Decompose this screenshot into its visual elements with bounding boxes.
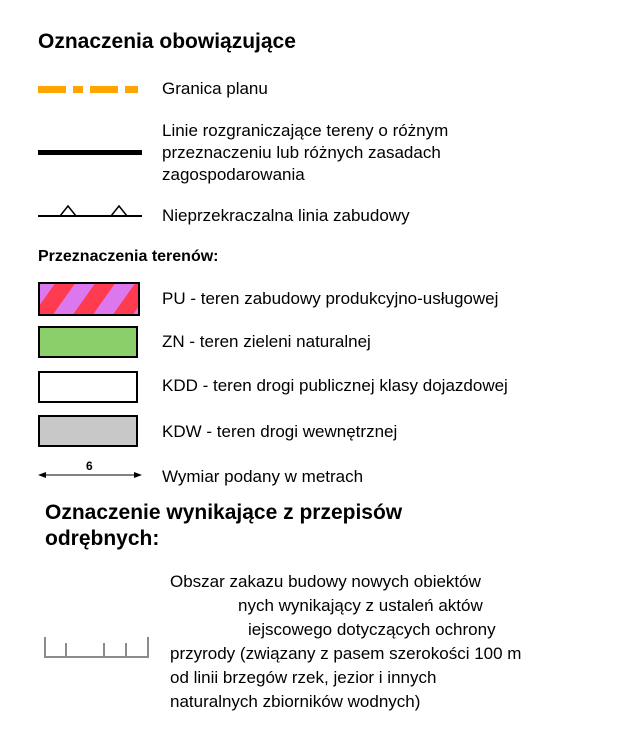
building-line-symbol [38, 204, 142, 218]
pu-zone-swatch [38, 282, 140, 316]
kdd-zone-label: KDD - teren drogi publicznej klasy dojazdowej [162, 376, 508, 395]
building-line-label: Nieprzekraczalna linia zabudowy [162, 206, 410, 225]
zones-title: Przeznaczenia terenów: [38, 248, 219, 265]
pu-zone-label: PU - teren zabudowy produkcyjno-usługowej [162, 289, 499, 308]
ban-zone-line-1: Obszar zakazu budowy nowych obiektów [170, 572, 481, 591]
plan-boundary-symbol [38, 86, 140, 94]
plan-boundary-label: Granica planu [162, 79, 268, 98]
ban-zone-line-5: od linii brzegów rzek, jezior i innych [170, 668, 437, 687]
zn-zone-swatch [38, 326, 138, 358]
kdw-zone-swatch [38, 415, 138, 447]
zn-zone-label: ZN - teren zieleni naturalnej [162, 332, 371, 351]
dimension-value: 6 [86, 459, 93, 473]
separate-title [45, 500, 402, 552]
dimension-label: Wymiar podany w metrach [162, 467, 364, 486]
demarcation-line-label-3: zagospodarowania [162, 165, 305, 184]
ban-zone-line-4: przyrody (związany z pasem szerokości 100 m [170, 644, 522, 663]
demarcation-line-label-2: przeznaczeniu lub różnych zasadach [162, 143, 441, 162]
demarcation-line-symbol [38, 150, 142, 156]
kdw-zone-label: KDW - teren drogi wewnętrznej [162, 422, 398, 441]
kdd-zone-swatch [38, 371, 138, 403]
demarcation-line-label-1: Linie rozgraniczające tereny o różnym [162, 121, 449, 140]
ban-zone-line-3: iejscowego dotyczących ochrony [248, 620, 496, 639]
legend-title: Oznaczenia obowiązujące [38, 30, 296, 53]
ban-zone-line-6: naturalnych zbiorników wodnych) [170, 692, 421, 711]
demarcation-line-label [162, 120, 448, 186]
separate-title-line-1: Oznaczenie wynikające z przepisów [45, 501, 403, 524]
ban-zone-label [170, 570, 521, 714]
ban-zone-line-2: nych wynikający z ustaleń aktów [238, 596, 483, 615]
ban-zone-symbol [44, 637, 150, 659]
separate-title-line-2: odrębnych: [45, 527, 160, 550]
